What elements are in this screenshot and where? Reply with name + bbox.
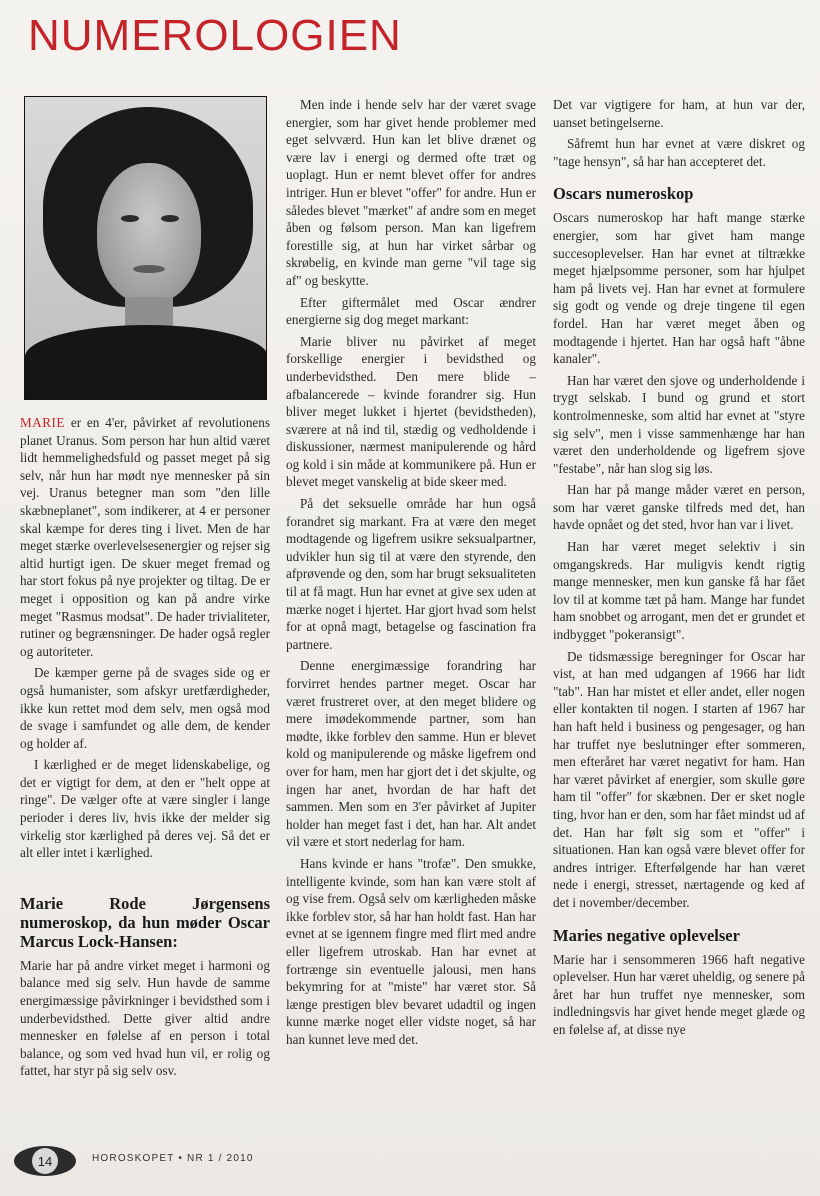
paragraph: Men inde i hende selv har der været svage energier, som har givet hende problemer med eget selvværd. Hun kan let blive drænet og være lav i energi og dermed ofte træt og uoplagt. Hun er nemt blevet offer for andres intriger. Hun er blevet "offer" for andre. Hun er således blevet "mærket" af andre som en meget åben og følsom person. Man kan ligefrem forestille sig, at hun har virket sårbar og skrøbelig, en kvinde man gerne "vil tage sig af" og beskytte. bbox=[286, 97, 537, 288]
paragraph: I kærlighed er de meget lidenskabelige, og det er vigtigt for dem, at den er "helt oppe at ringe". De vælger ofte at være singler i lange perioder i deres liv, hvis ikke der melder sig virkelig stor kærlighed på deres vej. Så det er alt eller intet i kærlighed. bbox=[20, 757, 270, 861]
page-title: NUMEROLOGIEN bbox=[28, 11, 402, 60]
page-number-badge bbox=[14, 1146, 76, 1176]
paragraph: Såfremt hun har evnet at være diskret og "tage hensyn", så har han accepteret det. bbox=[553, 136, 805, 169]
paragraph: Efter giftermålet med Oscar ændrer energierne sig dog meget markant: bbox=[286, 294, 536, 328]
section-heading: Marie Rode Jørgensens numeroskop, da hun møder Oscar Marcus Lock-Hansen: bbox=[20, 893, 270, 951]
paragraph: Han har på mange måder været en person, som har været ganske tilfreds med det, han havde opnået og det sted, hvor han var i livet. bbox=[553, 482, 805, 533]
column-2 bbox=[286, 96, 536, 1052]
page-number: 14 bbox=[32, 1148, 58, 1174]
paragraph: Marie har i sensommeren 1966 haft negative oplevelser. Hun har været uheldig, og senere på året har hun truffet nye mennesker, som indledningsvis har givet hende meget glæde og en følelse af, at disse nye bbox=[553, 951, 805, 1037]
paragraph: Det var vigtigere for ham, at hun var der, uanset betingelserne. bbox=[553, 97, 805, 130]
section-heading: Oscars numeroskop bbox=[553, 184, 694, 204]
portrait-photo bbox=[24, 96, 267, 400]
section-heading: Maries negative oplevelser bbox=[553, 925, 740, 945]
paragraph: Hans kvinde er hans "trofæ". Den smukke, intelligente kvinde, som han kan være stolt af og vise frem. Også selv om kærligheden måske ikke forblev stor, så har han holdt fast. Han har evnet at se igennem fingre med flirt med andre eller ligefrem utroskab. Han har evnet at fortrænge sin eventuelle jalousi, men hans bekymring for at "miste" har været stor. Så længe prestigen blev bevaret udadtil og ingen kunne mærke noget eller vidste noget, så har han kunnet leve med det. bbox=[286, 855, 536, 1047]
paragraph: De kæmper gerne på de svages side og er også humanister, som afskyr uretfærdigheder, ikke kun rettet mod dem selv, men også mod de svage i samfundet og alle dem, de kender og holder af. bbox=[20, 665, 270, 751]
paragraph: Denne energimæssige forandring har forvirret hendes partner meget. Oscar har været frustreret over, at den meget blidere og mere imødekommende partner, som han mødte, ikke forblev den samme. Hun er blevet kold og manipulerende og måske ligefrem ond over for ham, men har gjort det i det skjulte, og ingen har anet, hvordan de har haft det sammen. Men som en 3'er påvirket af Jupiter holder han meget fast i det, han har. Alt andet vil være et stort nederlag for ham. bbox=[286, 658, 536, 850]
column-1 bbox=[20, 96, 270, 1084]
lead-name: MARIE bbox=[20, 415, 65, 430]
paragraph: Marie bliver nu påvirket af meget forskellige energier i bevidsthed og underbevidsthed. Den mere blide – afbalancerede – kvinde forandrer sig. Hun bliver meget lukket i hjertet (bevidstheden), sværere at nå ind til, stædig og vedholdende i diskussioner, nærmest manipulerende og hård og kold i sin måde at kommunikere på. Hun er blevet meget vanskelig at bide skeer med. bbox=[286, 333, 536, 490]
magazine-issue: HOROSKOPET • NR 1 / 2010 bbox=[92, 1153, 254, 1164]
paragraph: På det seksuelle område har hun også forandret sig markant. Fra at være den meget modtagende og ligefrem usikre seksualpartner, udvikler hun sig til at være den styrende, den afprøvende og den, som har brugt seksualiteten til at få magt. Hun har evnet at give sex uden at mærke noget i hjertet. Har gjort hvad som helst for at opnå magt, betagelse og fascination fra partnere. bbox=[286, 496, 536, 652]
paragraph: Oscars numeroskop har haft mange stærke energier, som har givet ham mange succesoplevelser. Han har evnet at tiltrække meget hjælpsomme personer, som har hjulpet ham på livets vej. Han har evnet at formulere sig godt og vende og dreje tingene til egen fordel. Han har været meget åben og modtagende i hjertet. Han har også haft "åbne kanaler". bbox=[553, 210, 805, 367]
page-footer bbox=[10, 1144, 310, 1178]
intro-paragraph: MARIE er en 4'er, påvirket af revolutionens planet Uranus. Som person har hun altid været lidt hemmelighedsfuld og passet meget på sig selv, når hun har mødt nye mennesker på sin vej. Uranus betegner man som "den lille skæbneplanet", som indikerer, at 4 er personer skal kæmpe for deres ting i livet. Men de har meget stærke overlevelsesenergier og rejser sig altid hurtigt igen. De skuer meget fremad og har stort fokus på nye projekter og tiltag. De er meget i opposition og kan på andre virke meget "Rasmus modsat". De hader trivialiteter, rutiner og begrænsninger. De hader også regler og autoriteter. bbox=[20, 415, 270, 659]
column-3 bbox=[553, 96, 805, 1043]
paragraph: Marie har på andre virket meget i harmoni og balance med sig selv. Hun havde de samme energimæssige påvirkninger i bevidsthed som i underbevidsthed. Dette giver altid andre mennesker en følelse af en person i total balance, og som ved hvad hun vil, er rolig og fattet, har styr på sig selv osv. bbox=[20, 957, 270, 1079]
paragraph: Han har været den sjove og underholdende i trygt selskab. I bund og grund et stort kontrolmenneske, som altid har evnet at "styre sig selv", men i visse sammenhænge har han været den underholdende og ligefrem sjove "festabe", når han slog sig løs. bbox=[553, 372, 805, 476]
paragraph: De tidsmæssige beregninger for Oscar har vist, at han med udgangen af 1966 har lidt "tab". Han har mistet et eller andet, eller nogen eller kontakten til nogen. I starten af 1967 har han haft held i business og pengesager, og han har truffet nye beslutninger efter sommeren, men efteråret har været negativt for ham. Han har været påvirket af energier, som skulle gøre ham til "offer" for skæbnen. Der er sket nogle ting, hvor han er den, som har fået mindst ud af det. Han har følt sig som et "offer" i situationen. Han kan også være blevet offer for andres intriger. Efterfølgende har han været nede i energi, stresset, nærtagende og ked af det i november/december. bbox=[553, 648, 805, 910]
paragraph: Han har været meget selektiv i sin omgangskreds. Har muligvis kendt rigtig mange mennesker, men kun ganske få har fået lov til at komme tæt på ham. Mange har fundet ham snobbet og arrogant, men det er grundet et indbygget "pokeransigt". bbox=[553, 539, 805, 643]
